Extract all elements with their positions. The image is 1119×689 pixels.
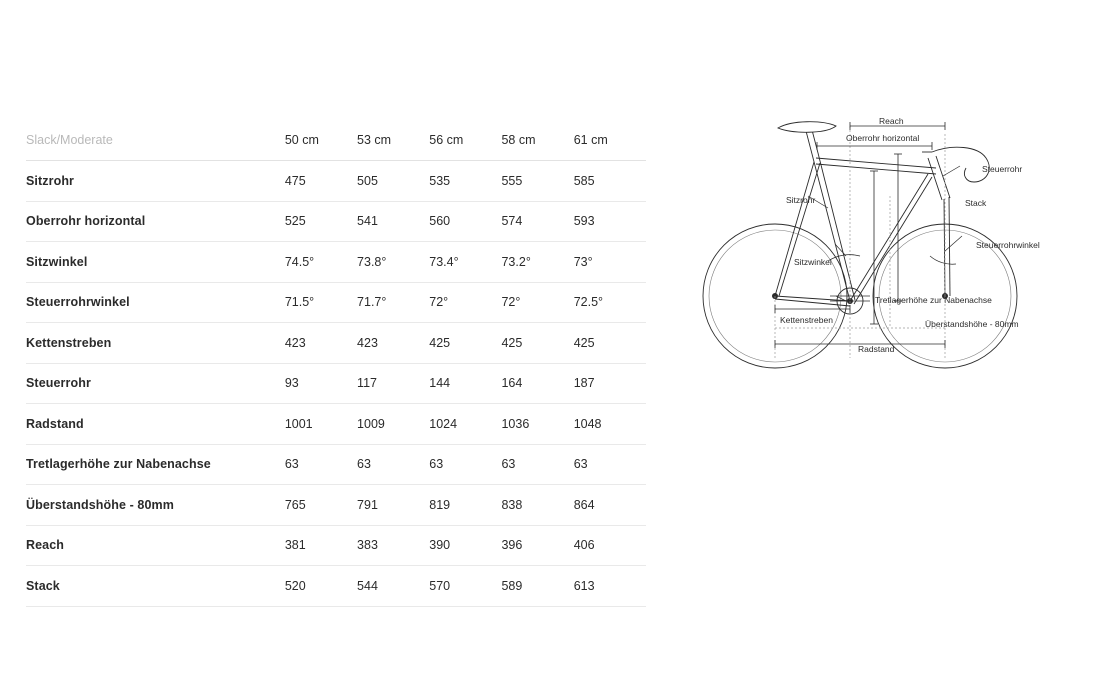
row-value: 187 [574, 363, 646, 404]
row-value: 574 [501, 201, 573, 242]
row-value: 1036 [501, 404, 573, 445]
row-value: 505 [357, 161, 429, 202]
label-sitzwinkel: Sitzwinkel [794, 257, 832, 267]
label-ueberstandshoehe: Überstandshöhe - 80mm [925, 319, 1019, 329]
leader-lines [808, 166, 962, 301]
table-row [26, 242, 646, 283]
table-header-size-50: 50 cm [285, 120, 357, 161]
row-value: 475 [285, 161, 357, 202]
row-value: 144 [429, 363, 501, 404]
table-row [26, 404, 646, 445]
label-radstand: Radstand [858, 344, 895, 354]
table-row [26, 201, 646, 242]
row-label: Radstand [26, 404, 285, 445]
row-value: 425 [429, 323, 501, 364]
row-value: 585 [574, 161, 646, 202]
row-value: 74.5° [285, 242, 357, 283]
row-value: 593 [574, 201, 646, 242]
label-sitzrohr: Sitzrohr [786, 195, 816, 205]
row-label: Steuerrohr [26, 363, 285, 404]
row-value: 613 [574, 566, 646, 607]
row-label: Reach [26, 525, 285, 566]
table-header-size-58: 58 cm [501, 120, 573, 161]
row-value: 390 [429, 525, 501, 566]
row-label: Kettenstreben [26, 323, 285, 364]
table-header-size-53: 53 cm [357, 120, 429, 161]
label-kettenstreben: Kettenstreben [780, 315, 833, 325]
row-label: Überstandshöhe - 80mm [26, 485, 285, 526]
table-header-label: Slack/Moderate [26, 120, 285, 161]
row-value: 541 [357, 201, 429, 242]
row-value: 63 [285, 444, 357, 485]
row-value: 535 [429, 161, 501, 202]
row-value: 544 [357, 566, 429, 607]
row-value: 525 [285, 201, 357, 242]
table-header [26, 120, 646, 161]
table-header-size-61: 61 cm [574, 120, 646, 161]
label-oberrohr: Oberrohr horizontal [846, 133, 920, 143]
row-value: 72° [429, 282, 501, 323]
row-value: 425 [501, 323, 573, 364]
row-value: 560 [429, 201, 501, 242]
row-value: 63 [574, 444, 646, 485]
row-value: 63 [429, 444, 501, 485]
row-label: Sitzrohr [26, 161, 285, 202]
row-value: 425 [574, 323, 646, 364]
row-value: 72° [501, 282, 573, 323]
row-value: 570 [429, 566, 501, 607]
row-value: 63 [357, 444, 429, 485]
label-tretlagerhoehe: Tretlagerhöhe zur Nabenachse [875, 295, 992, 305]
row-value: 1009 [357, 404, 429, 445]
row-value: 396 [501, 525, 573, 566]
row-value: 589 [501, 566, 573, 607]
row-value: 71.7° [357, 282, 429, 323]
row-label: Stack [26, 566, 285, 607]
row-value: 73.4° [429, 242, 501, 283]
table-row [26, 161, 646, 202]
row-value: 423 [357, 323, 429, 364]
table-row [26, 282, 646, 323]
row-value: 520 [285, 566, 357, 607]
row-value: 1024 [429, 404, 501, 445]
row-value: 838 [501, 485, 573, 526]
row-value: 383 [357, 525, 429, 566]
row-value: 73.2° [501, 242, 573, 283]
label-reach: Reach [879, 116, 904, 126]
row-label: Steuerrohrwinkel [26, 282, 285, 323]
row-value: 791 [357, 485, 429, 526]
table-row [26, 323, 646, 364]
label-stack: Stack [965, 198, 987, 208]
row-label: Tretlagerhöhe zur Nabenachse [26, 444, 285, 485]
row-value: 93 [285, 363, 357, 404]
row-value: 864 [574, 485, 646, 526]
row-value: 72.5° [574, 282, 646, 323]
row-value: 406 [574, 525, 646, 566]
row-label: Sitzwinkel [26, 242, 285, 283]
row-value: 423 [285, 323, 357, 364]
table-body [26, 161, 646, 607]
row-value: 73° [574, 242, 646, 283]
bike-geometry-diagram [660, 96, 1100, 396]
row-value: 71.5° [285, 282, 357, 323]
diagram-labels [780, 116, 1040, 354]
geometry-table [26, 120, 646, 607]
row-value: 819 [429, 485, 501, 526]
table-row [26, 566, 646, 607]
row-value: 1048 [574, 404, 646, 445]
table-header-size-56: 56 cm [429, 120, 501, 161]
label-steuerrohrwinkel: Steuerrohrwinkel [976, 240, 1040, 250]
table-row [26, 444, 646, 485]
row-value: 555 [501, 161, 573, 202]
row-value: 63 [501, 444, 573, 485]
label-steuerrohr: Steuerrohr [982, 164, 1023, 174]
row-value: 1001 [285, 404, 357, 445]
row-value: 381 [285, 525, 357, 566]
row-value: 765 [285, 485, 357, 526]
table-row [26, 485, 646, 526]
row-value: 164 [501, 363, 573, 404]
table-row [26, 363, 646, 404]
row-value: 117 [357, 363, 429, 404]
table-header-row [26, 120, 646, 161]
row-value: 73.8° [357, 242, 429, 283]
table-row [26, 525, 646, 566]
row-label: Oberrohr horizontal [26, 201, 285, 242]
